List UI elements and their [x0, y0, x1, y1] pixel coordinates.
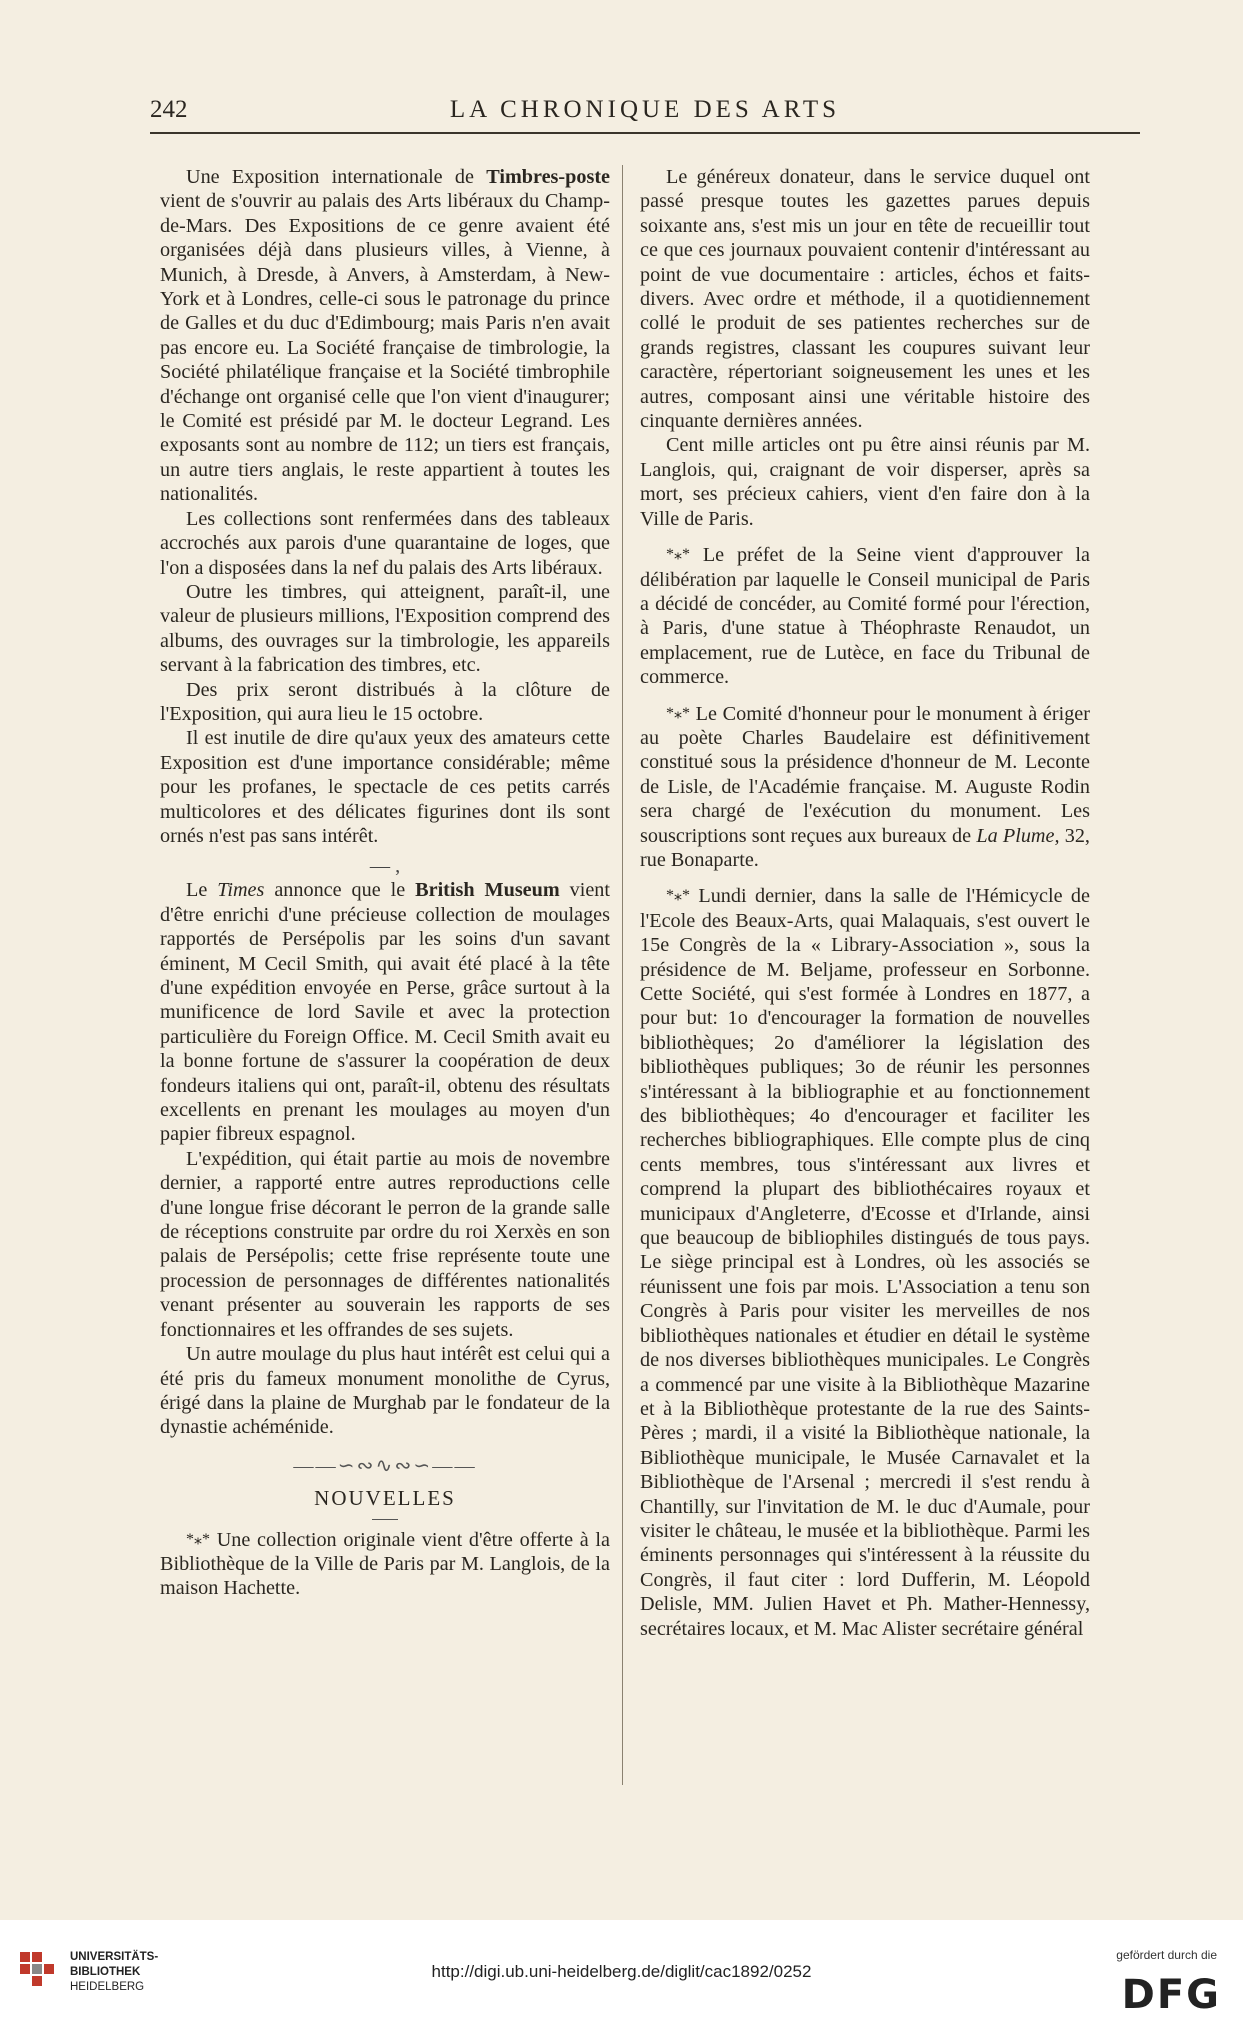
section-heading: NOUVELLES — [314, 1486, 456, 1511]
left-column — [160, 165, 610, 1601]
outre-paragraph: Outre les timbres, qui atteignent, paraît-il, une valeur de plusieurs millions, l'Exposition comprend des albums, des ouvrages sur la timbrologie, les appareils servant à la fabrication des timbres, etc. — [160, 580, 610, 677]
heading-rule — [372, 1519, 398, 1520]
renaudot-paragraph: *⁎* Le préfet de la Seine vient d'approuver la délibération par laquelle le Conseil municipal de Paris a décidé de concéder, au Comité formé pour l'érection, à Paris, d'une statue à Théophraste Renaudot, un emplacement, rue de Lutèce, en face du Tribunal de commerce. — [640, 544, 1090, 689]
page-number: 242 — [150, 96, 188, 123]
cyrus-paragraph: Un autre moulage du plus haut intérêt est celui qui a été pris du fameux monument monolithe de Cyrus, érigé dans la plaine de Murghab par le fondateur de la dynastie achéménide. — [160, 1343, 610, 1439]
ornament-divider: ——∽∾∿∾∽—— — [293, 1454, 477, 1477]
british-museum-paragraph: Le Times annonce que le British Museum vient d'être enrichi d'une précieuse collection de moulages rapportés de Persépolis par les soins d'un savant éminent, M Cecil Smith, qui avait été placé à la tête d'une expédition envoyée en Perse, grâce surtout à la munificence de lord Savile et avec la protection particulière du Foreign Office. M. Cecil Smith avait eu la bonne fortune de s'assurer la coopération de deux fondeurs italiens qui ont, paraît-il, obtenu des résultats excellents en prenant les moulages au moyen d'un papier fibreux espagnol. — [160, 879, 610, 1146]
cent-mille-paragraph: Cent mille articles ont pu être ainsi réunis par M. Langlois, qui, craignant de voir disperser, après sa mort, ses précieux cahiers, vient d'en faire don à la Ville de Paris. — [640, 434, 1090, 530]
journal-title: LA CHRONIQUE DES ARTS — [449, 96, 841, 123]
right-column — [640, 165, 1090, 1641]
article-separator: — , — [369, 855, 401, 878]
inutile-paragraph: Il est inutile de dire qu'aux yeux des amateurs cette Exposition est d'une importance considérable; même pour les profanes, le spectacle de ces petits carrés multicolores et des délicates figurines dont ils sont ornés n'est pas sans intérêt. — [160, 727, 610, 847]
footer — [0, 1920, 1243, 2025]
funded-by-label: gefördert durch die — [1116, 1948, 1217, 1962]
expedition-paragraph: L'expédition, qui était partie au mois de novembre dernier, a rapporté entre autres reproductions celle d'une longue frise décorant le perron de la grande salle de réceptions construite par ordre du roi Xerxès en son palais de Persépolis; cette frise représente toute une procession de personnages de différentes nationalités venant présenter au souverain les rapports de ses fonctionnaires et les offrandes de ses sujets. — [160, 1147, 610, 1341]
langlois-paragraph: *⁎* Une collection originale vient d'être offerte à la Bibliothèque de la Ville de Paris par M. Langlois, de la maison Hachette. — [160, 1528, 610, 1600]
timbres-paragraph: Une Exposition internationale de Timbres-poste vient de s'ouvrir au palais des Arts libéraux du Champ-de-Mars. Des Expositions de ce genre avaient été organisées déjà dans plusieurs villes, à Vienne, à Munich, à Dresde, à Anvers, à Amsterdam, à New-York et à Londres, celle-ci sous le patronage du prince de Galles et du duc d'Edimbourg; mais Paris n'en avait pas encore eu. La Société française de timbrologie, la Société philatélique française et la Société timbrophile d'échange ont organisé celle que l'on vient d'inaugurer; le Comité est présidé par M. le docteur Legrand. Les exposants sont au nombre de 112; un tiers est français, un autre tiers anglais, le reste appartient à toutes les nationalités. — [160, 166, 610, 506]
collections-paragraph: Les collections sont renfermées dans des tableaux accrochés aux parois d'une quarantaine de loges, que l'on a disposées dans la nef du palais des Arts libéraux. — [160, 507, 610, 579]
dfg-logo[interactable]: DFG — [1121, 1972, 1221, 2018]
baudelaire-paragraph: *⁎* Le Comité d'honneur pour le monument à ériger au poète Charles Baudelaire est définitivement constitué sous la présidence d'honneur de M. Leconte de Lisle, de l'Académie française. M. Auguste Rodin sera chargé de l'exécution du monument. Les souscriptions sont reçues aux bureaux de La Plume, 32, rue Bonaparte. — [640, 702, 1090, 871]
column-divider — [622, 165, 623, 1785]
prix-paragraph: Des prix seront distribués à la clôture de l'Exposition, qui aura lieu le 15 octobre. — [160, 678, 610, 725]
library-association-paragraph: *⁎* Lundi dernier, dans la salle de l'Hémicycle de l'Ecole des Beaux-Arts, quai Malaquais, s'est ouvert le 15e Congrès de la « Library-Association », sous la présidence de M. Beljame, professeur en Sorbonne. Cette Société, qui s'est formée à Londres en 1877, a pour but: 1o d'encourager la formation de nouvelles bibliothèques; 2o d'améliorer la législation des bibliothèques publiques; 3o de réunir les personnes s'intéressant à la bibliographie et au fonctionnement des bibliothèques; 4o d'encourager et faciliter les recherches bibliographiques. Elle compte plus de cinq cents membres, tous s'intéressant aux livres et comprend la plupart des bibliothécaires royaux et municipaux d'Angleterre, d'Ecosse et d'Irlande, ainsi que beaucoup de bibliophiles distingués de tous pays. Le siège principal est à Londres, où les associés se réunissent une fois par mois. L'Association a tenu son Congrès à Paris pour visiter les merveilles de nos bibliothèques nationales et étudier en détail le système de nos diverses bibliothèques municipales. Le Congrès a commencé par une visite à la Bibliothèque Mazarine et à la Bibliothèque protestante de la rue des Saints-Pères ; mardi, il a visité la Bibliothèque nationale, la Bibliothèque municipale, le Musée Carnavalet et la Bibliothèque de l'Arsenal ; mercredi il s'est rendu à Chantilly, sur l'invitation de M. le duc d'Aumale, pour visiter le château, le musée et la bibliothèque. Parmi les éminents personnages qui s'intéressent à la réussite du Congrès, il faut citer : lord Dufferin, M. Léopold Delisle, MM. Julien Havet et Ph. Mather-Hennessy, secrétaires locaux, et M. Mac Alister secrétaire général — [640, 885, 1090, 1640]
permalink-url[interactable]: http://digi.ub.uni-heidelberg.de/diglit/cac1892/0252 — [431, 1962, 812, 1981]
donateur-paragraph: Le généreux donateur, dans le service duquel ont passé presque toutes les gazettes parues depuis soixante ans, s'est mis un jour en tête de recueillir tout ce que ces journaux pouvaient contenir d'intéressant au point de vue documentaire : articles, échos et faits-divers. Avec ordre et méthode, il a quotidiennement collé le produit de ses patientes recherches sur de grands registres, classant les coupures suivant leur caractère, répertoriant soigneusement les unes et les autres, composant ainsi une véritable histoire des cinquante dernières années. — [640, 166, 1090, 433]
library-name: UNIVERSITÄTS- BIBLIOTHEK HEIDELBERG — [70, 1951, 159, 1993]
running-head — [150, 96, 1140, 126]
header-rule — [150, 132, 1140, 134]
